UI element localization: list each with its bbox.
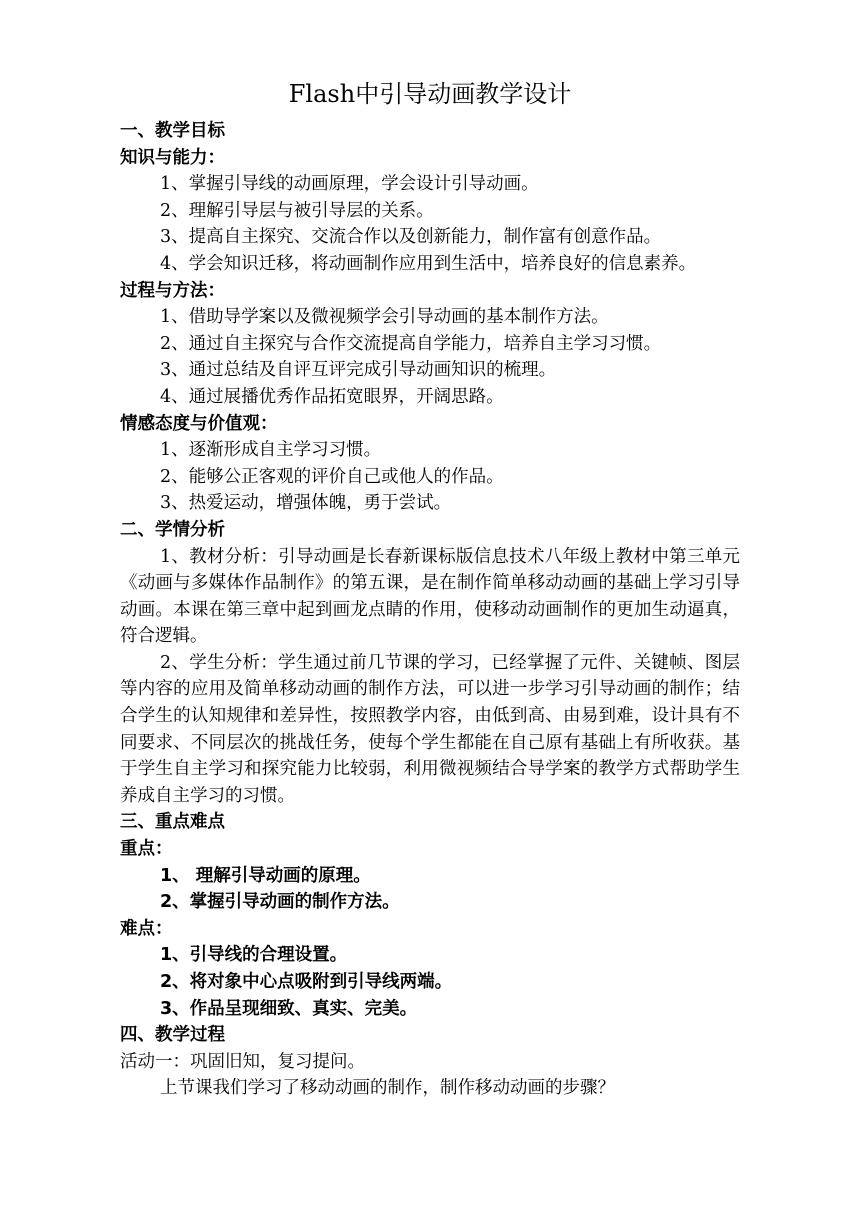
subheading-emotion-values: 情感态度与价值观： (120, 413, 278, 434)
section-heading-learner-analysis: 二、学情分析 (120, 519, 225, 540)
activity-one-label: 活动一：巩固旧知，复习提问。 (120, 1051, 365, 1072)
subheading-difficulties: 难点： (120, 918, 173, 939)
section-heading-teaching-process: 四、教学过程 (120, 1025, 225, 1046)
knowledge-item-4: 4、学会知识迁移，将动画制作应用到生活中，培养良好的信息素养。 (160, 253, 697, 274)
activity-one-question: 上节课我们学习了移动动画的制作，制作移动动画的步骤？ (160, 1078, 615, 1099)
difficulty-item-3: 3、作品呈现细致、真实、完美。 (160, 998, 418, 1019)
emotion-item-3: 3、热爱运动，增强体魄，勇于尝试。 (160, 493, 452, 514)
subheading-process-method: 过程与方法： (120, 280, 225, 301)
knowledge-item-2: 2、理解引导层与被引导层的关系。 (160, 200, 434, 221)
emotion-item-2: 2、能够公正客观的评价自己或他人的作品。 (160, 466, 504, 487)
emotion-item-1: 1、逐渐形成自主学习习惯。 (160, 440, 382, 461)
document-title: Flash中引导动画教学设计 (288, 80, 572, 108)
analysis-paragraph-students: 2、学生分析：学生通过前几节课的学习，已经掌握了元件、关键帧、图层等内容的应用及简单移动动画的制作方法，可以进一步学习引导动画的制作；结合学生的认知规律和差异性，按照教学内容，由低到高、由易到难，设计具有不同要求、不同层次的挑战任务，使每个学生都能在自己原有基础上有所收获。基于学生自主学习和探究能力比较弱，利用微视频结合导学案的教学方式帮助学生养成自主学习的习惯。 (120, 652, 740, 806)
key-point-item-2: 2、掌握引导动画的制作方法。 (160, 892, 400, 913)
difficulty-item-1: 1、引导线的合理设置。 (160, 945, 348, 966)
section-heading-teaching-goals: 一、教学目标 (120, 121, 225, 141)
process-item-1: 1、借助导学案以及微视频学会引导动画的基本制作方法。 (160, 307, 609, 328)
subheading-knowledge-ability: 知识与能力： (120, 147, 225, 168)
section-heading-key-points: 三、重点难点 (120, 812, 225, 833)
process-item-4: 4、通过展播优秀作品拓宽眼界，开阔思路。 (160, 386, 504, 407)
process-item-2: 2、通过自主探究与合作交流提高自学能力，培养自主学习习惯。 (160, 333, 662, 354)
subheading-key-points: 重点： (120, 839, 173, 860)
document-body (120, 72, 740, 1102)
knowledge-item-1: 1、掌握引导线的动画原理，学会设计引导动画。 (160, 174, 539, 195)
analysis-paragraph-textbook: 1、教材分析：引导动画是长春新课标版信息技术八年级上教材中第三单元《动画与多媒体作品制作》的第五课，是在制作简单移动动画的基础上学习引导动画。本课在第三章中起到画龙点睛的作用，使移动动画制作的更加生动逼真，符合逻辑。 (120, 546, 740, 647)
key-point-item-1: 1、 理解引导动画的原理。 (160, 865, 371, 886)
process-item-3: 3、通过总结及自评互评完成引导动画知识的梳理。 (160, 360, 557, 381)
difficulty-item-2: 2、将对象中心点吸附到引导线两端。 (160, 972, 453, 992)
knowledge-item-3: 3、提高自主探究、交流合作以及创新能力，制作富有创意作品。 (160, 227, 662, 248)
